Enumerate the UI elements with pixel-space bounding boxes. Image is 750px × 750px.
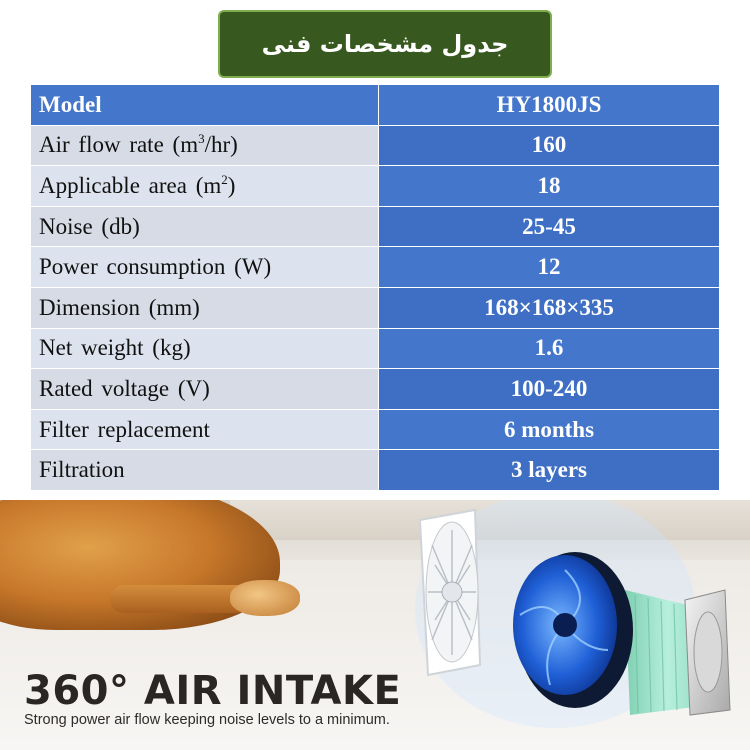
- row-label: Net weight (kg): [31, 328, 379, 369]
- label-superscript: 2: [221, 171, 228, 187]
- table-row: [31, 247, 720, 288]
- row-value: 6 months: [379, 409, 720, 450]
- banner-headline: 360° AIR INTAKE: [24, 668, 402, 714]
- table-row: [31, 85, 720, 126]
- row-label: Noise (db): [31, 206, 379, 247]
- row-label: Filtration: [31, 450, 379, 491]
- table-row: [31, 287, 720, 328]
- table-row: [31, 409, 720, 450]
- row-value: 1.6: [379, 328, 720, 369]
- label-text-end: /hr): [204, 132, 238, 158]
- dog-paw: [230, 580, 300, 616]
- row-label: Power consumption (W): [31, 247, 379, 288]
- row-label: Rated voltage (V): [31, 369, 379, 410]
- spec-table: [30, 84, 720, 491]
- label-text-end: ): [227, 172, 236, 198]
- row-label: Model: [31, 85, 379, 126]
- row-label: Filter replacement: [31, 409, 379, 450]
- label-text: Applicable area (m: [39, 172, 222, 198]
- row-value: 160: [379, 125, 720, 166]
- row-value: 100-240: [379, 369, 720, 410]
- banner-subline: Strong power air flow keeping noise levels to a minimum.: [24, 712, 390, 728]
- table-row: [31, 166, 720, 207]
- spec-title: جدول مشخصات فنی: [218, 10, 552, 78]
- table-row: [31, 450, 720, 491]
- row-value: 168×168×335: [379, 287, 720, 328]
- label-superscript: 3: [198, 131, 205, 147]
- row-value: HY1800JS: [379, 85, 720, 126]
- table-row: [31, 125, 720, 166]
- label-text: Air flow rate (m: [39, 132, 199, 158]
- row-value: 18: [379, 166, 720, 207]
- row-label: [31, 125, 379, 166]
- dog-leg: [110, 585, 250, 613]
- row-label: Dimension (mm): [31, 287, 379, 328]
- row-label: [31, 166, 379, 207]
- product-banner: [0, 500, 750, 750]
- row-value: 3 layers: [379, 450, 720, 491]
- table-row: [31, 328, 720, 369]
- table-row: [31, 206, 720, 247]
- table-row: [31, 369, 720, 410]
- row-value: 25-45: [379, 206, 720, 247]
- air-purifier-exploded-view: [380, 500, 750, 750]
- row-value: 12: [379, 247, 720, 288]
